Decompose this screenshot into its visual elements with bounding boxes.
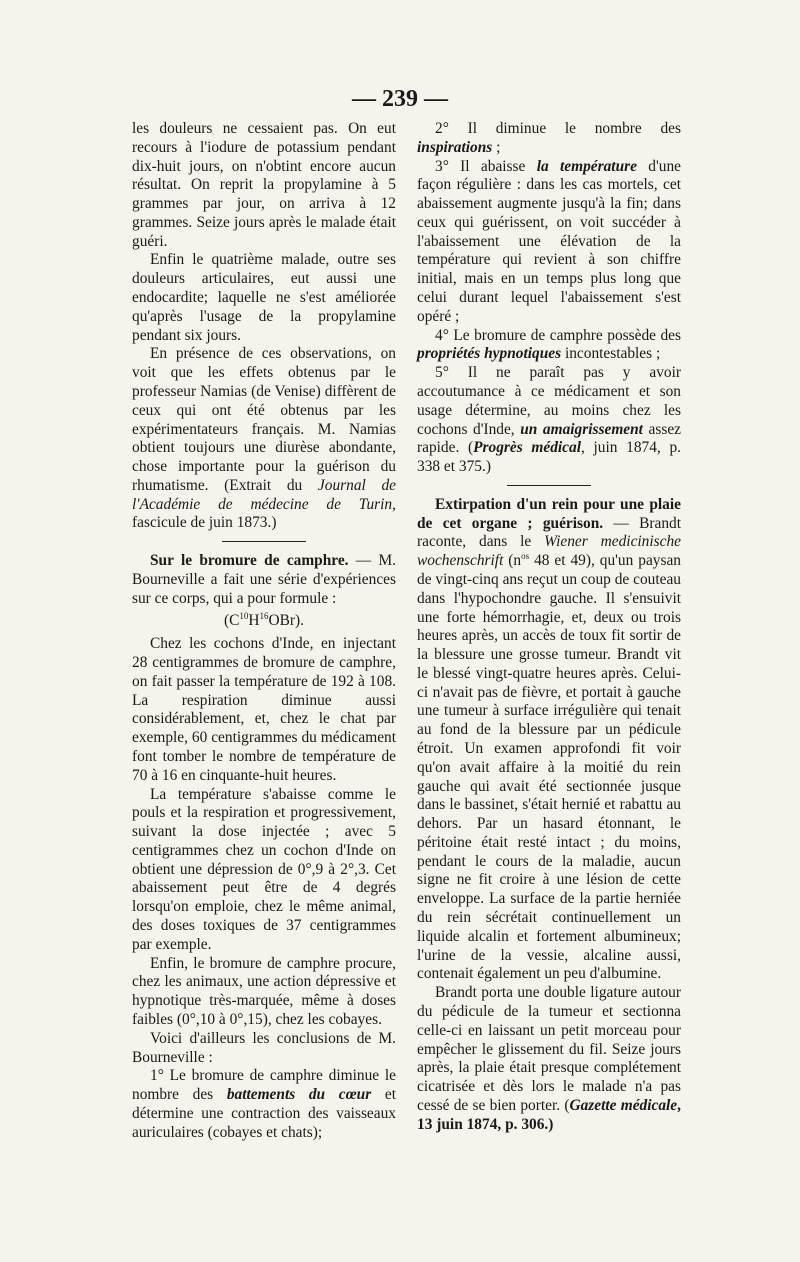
item-1-emphasis: battements du cœur (226, 1086, 372, 1104)
item-5-emphasis: un amaigrissement (520, 420, 643, 438)
gazette-citation: Gazette médicale (569, 1096, 678, 1114)
item-4-emphasis: propriétés hypnotiques (417, 345, 562, 363)
conclusion-item-3: 3° Il abaisse la température d'une façon régulière : dans les cas mortels, cet abaissement augmente jusqu'à la fin; dans ceux qui guérissent, on voit succéder à l'abaissement une élévation de la température qui revient à son chiffre initial, mais en un temps plus long que celui durant lequel l'abaissement s'est opéré ; (417, 157, 681, 325)
item-2-emphasis: inspirations (417, 138, 493, 156)
section-camphre (132, 552, 396, 608)
section-title-camphre: Sur le bromure de camphre. (150, 552, 349, 570)
section-divider (222, 541, 306, 542)
paragraph-2: Enfin le quatrième malade, outre ses douleurs articulaires, eut aussi une endocardite; laquelle ne s'est améliorée qu'après l'usage de la propylamine pendant six jours. (132, 251, 396, 344)
section-divider-right (507, 485, 591, 486)
section-title-extirpation: Extirpation d'un rein pour une plaie de cet organe ; guérison. (417, 495, 681, 532)
left-column (132, 120, 396, 1142)
conclusion-item-1: 1° Le bromure de camphre diminue le nombre des battements du cœur et détermine une contraction des vaisseaux auriculaires (cobayes et chats); (132, 1067, 396, 1141)
paragraph-3 (132, 345, 396, 533)
conclusion-item-5: 5° Il ne paraît pas y avoir accoutumance à ce médicament et son usage détermine, au moins chez les cochons d'Inde, un amaigrissement assez rapide. (Progrès médical, juin 1874, p. 338 et 375.) (417, 364, 682, 476)
paragraph-6: Enfin, le bromure de camphre procure, chez les animaux, une action dépressive et hypnotique très-marquée, même à doses faibles (0°,10 à 0°,15), chez les cobayes. (132, 954, 396, 1028)
conclusion-item-4: 4° Le bromure de camphre possède des propriétés hypnotiques incontestables ; (417, 326, 681, 363)
paragraph-3-end: , fascicule de juin 1873.) (132, 495, 396, 532)
chemical-formula: $(C^{10}H^{16}OBr)$. (224, 610, 304, 629)
journal-title: Journal de l'Académie de médecine de Turin (132, 476, 396, 513)
progres-medical-citation: Progrès médical (473, 439, 581, 457)
paragraph-7: Voici d'ailleurs les conclusions de M. Bourneville : (132, 1029, 396, 1066)
right-column (417, 120, 681, 1134)
conclusion-item-2: 2° Il diminue le nombre des inspirations ; (417, 120, 681, 156)
wiener-journal-title: Wiener medicinische wochenschrift (417, 533, 681, 570)
paragraph-last: Brandt porta une double ligature autour du pédicule de la tumeur et sectionna celle-ci en laissant un petit morceau pour empêcher le glissement du fil. Seize jours après, la plaie était presque complétement cicatrisée et dès lors le malade n'a pas cessé de se bien porter. (Gazette médicale, 13 juin 1874, p. 306.) (417, 984, 681, 1133)
paragraph-1: les douleurs ne cessaient pas. On eut recours à l'iodure de potassium pendant dix-huit jours, on n'obtint encore aucun résultat. On reprit la propylamine à 5 grammes par jour, on arriva à 12 grammes. Seize jours après le malade était guéri. (132, 120, 396, 250)
section-extirpation: Extirpation d'un rein pour une plaie de cet organe ; guérison. — Brandt raconte, dans le Wiener medicinische wochenschrift ($n^{os}$ 48 et 49), qu'un paysan de vingt-cinq ans reçut un coup de couteau dans l'hypochondre gauche. Il s'ensuivit une forte hémorrhagie, et, deux ou trois heures après, un accès de toux fit sortir de la blessure une grosse tumeur. Brandt vit le blessé vingt-quatre heures après. Celui-ci n'avait pas de fièvre, et portait à gauche une tumeur à surface irrégulière qui tenait au fond de la blessure par un pédicule étroit. Un examen approfondi fit voir qu'on avait affaire à la moitié du rein gauche qui avait été sectionnée jusque dans le bassinet, s'était hernié et rabattu au dehors. Par un hasard étonnant, le péritoine était resté intact ; du moins, pendant le cours de la maladie, aucun signe ne fit croire à une lésion de cette enveloppe. La surface de la partie herniée du rein sécrétait continuellement un liquide alcalin et fortement albumineux; l'urine de la vessie, alcaline aussi, contenait également un peu d'albumine. (417, 495, 681, 983)
item-3-emphasis: la température (536, 157, 637, 175)
paragraph-4: Chez les cochons d'Inde, en injectant 28 centigrammes de bromure de camphre, on fait passer la température de 192 à 108. La respiration diminue aussi considérablement, et, chez le chat par exemple, 60 centigrammes du médicament font tomber le nombre de température de 70 à 16 en cinquante-huit heures. (132, 635, 396, 784)
paragraph-3-text: En présence de ces observations, on voit que les effets obtenus par le professeur Namias (de Venise) diffèrent de ceux qui ont été obtenus par les expérimentateurs français. M. Namias obtient toujours une diurèse abondante, chose importante pour la guérison du rhumatisme. (Extrait du (132, 345, 396, 494)
section-intro-camphre: — M. Bourneville a fait une série d'expériences sur ce corps, qui a pour formule : (132, 552, 396, 607)
paragraph-5: La température s'abaisse comme le pouls et la respiration et progressivement, suivant la dose injectée ; avec 5 centigrammes chez un cochon d'Inde on obtient une dépression de 0°,9 à 2°,3. Cet abaissement peut être de 4 degrés lorsqu'on emploie, chez le même animal, des doses toxiques de 37 centigrammes par exemple. (132, 785, 396, 953)
page-number: — 239 — (352, 86, 448, 112)
